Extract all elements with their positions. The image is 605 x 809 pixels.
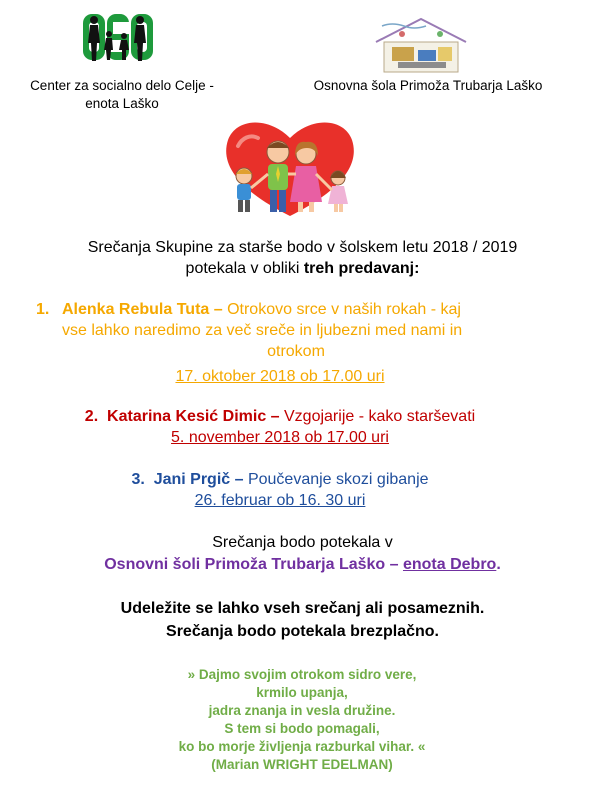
lecture-3-title: Poučevanje skozi gibanje: [243, 471, 429, 488]
lecture-1-date-text: 17. oktober 2018 ob 17.00 uri: [175, 368, 385, 385]
venue-unit: enota Debro: [402, 556, 497, 573]
lecture-2-speaker: Katarina Kesić Dimic –: [107, 408, 280, 425]
lecture-2-number: 2.: [84, 408, 99, 425]
heart-family-illustration: [198, 112, 382, 222]
quote-author: (Marian WRIGHT EDELMAN): [211, 757, 393, 772]
note-line2: Srečanja bodo potekala brezplačno.: [166, 623, 439, 640]
venue-school: Osnovni šoli Primoža Trubarja Laško –: [104, 556, 399, 573]
lecture-3-number: 3.: [131, 471, 145, 488]
lecture-2-date: 5. november 2018 ob 17.00 uri: [171, 429, 389, 446]
lecture-1-date: [0, 366, 560, 387]
intro-line2-bold: treh predavanj:: [303, 260, 420, 277]
school-logo: [372, 16, 470, 74]
org-left-line2: enota Laško: [85, 96, 159, 111]
quote-line1: » Dajmo svojim otrokom sidro vere,: [187, 667, 417, 682]
lecture-3: [0, 469, 560, 511]
lecture-1: [36, 299, 556, 362]
lecture-3-line1: [0, 469, 560, 490]
venue-line2: [0, 556, 605, 574]
lecture-1-title-1: Otrokovo srce v naših rokah - kaj: [222, 301, 461, 318]
quote-line3: jadra znanja in vesla družine.: [208, 703, 396, 718]
lecture-1-speaker: Alenka Rebula Tuta –: [62, 301, 223, 318]
quote-line2: krmilo upanja,: [256, 685, 348, 700]
lecture-1-title-2: vse lahko naredimo za več sreče in ljubezni med nami in: [62, 322, 463, 339]
intro-line2: [0, 258, 605, 279]
csd-logo: [82, 12, 154, 64]
lecture-2-title: Vzgojarije - kako starševati: [279, 408, 476, 425]
venue-end: .: [496, 556, 501, 573]
lecture-1-number: 1.: [36, 301, 50, 318]
quote-line5: ko bo morje življenja razburkal vihar. «: [178, 739, 426, 754]
venue-line1: Srečanja bodo potekala v: [212, 534, 393, 551]
intro-line2-text: potekala v obliki: [185, 260, 304, 277]
intro-line1: Srečanja Skupine za starše bodo v šolskem letu 2018 / 2019: [87, 239, 518, 256]
lecture-1-title-3: otrokom: [267, 343, 325, 360]
org-left-line1: Center za socialno delo Celje -: [30, 78, 214, 93]
lecture-3-speaker: Jani Prgič –: [153, 471, 244, 488]
note-line1: Udeležite se lahko vseh srečanj ali posameznih.: [120, 600, 485, 617]
org-left-name: [12, 77, 232, 113]
lecture-2-line1: [0, 406, 560, 427]
quote-block: [92, 666, 512, 774]
lecture-2: [0, 406, 560, 448]
quote-line4: S tem si bodo pomagali,: [224, 721, 380, 736]
org-right-name: Osnovna šola Primoža Trubarja Laško: [313, 78, 543, 93]
lecture-1-line1: [62, 299, 556, 320]
lecture-3-date: 26. februar ob 16. 30 uri: [194, 492, 366, 509]
